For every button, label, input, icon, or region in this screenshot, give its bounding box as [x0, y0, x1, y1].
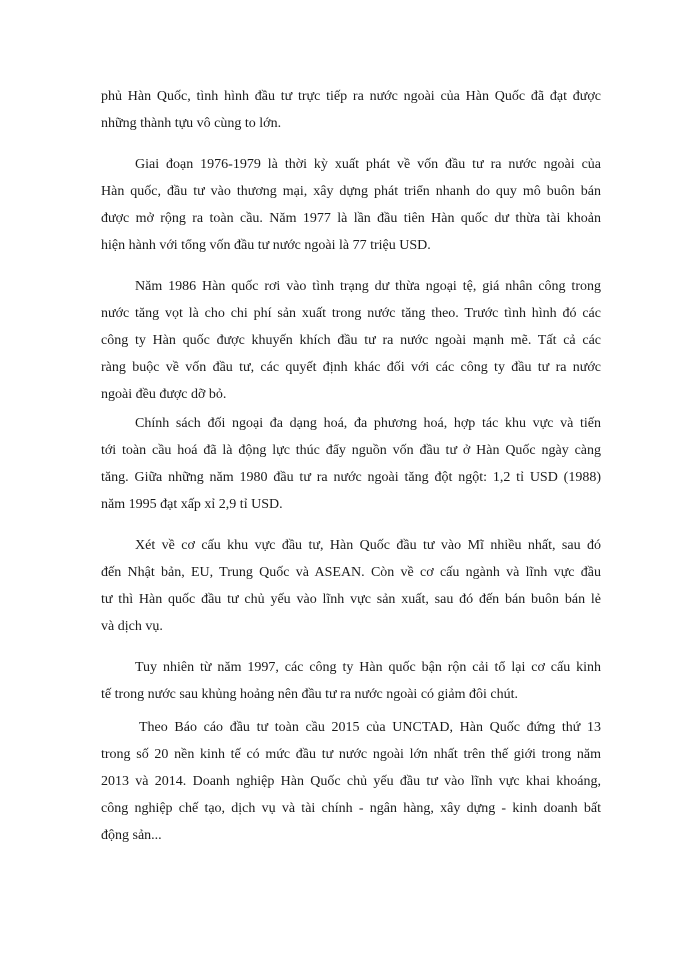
text-line: nước tăng vọt là cho chi phí sản xuất trong nước tăng theo. Trước tình hình đó các: [101, 306, 601, 321]
text-line: đến Nhật bản, EU, Trung Quốc và ASEAN. Còn về cơ cấu ngành và lĩnh vực đầu: [101, 565, 601, 580]
text-line: những thành tựu vô cùng to lớn.: [101, 116, 282, 131]
text-line: 2013 và 2014. Doanh nghiệp Hàn Quốc chủ yếu đầu tư vào lĩnh vực khai khoáng,: [101, 774, 601, 789]
text-line: Năm 1986 Hàn quốc rơi vào tình trạng dư thừa ngoại tệ, giá nhân công trong: [135, 279, 601, 294]
text-line: tăng. Giữa những năm 1980 đầu tư ra nước ngoài tăng đột ngột: 1,2 tỉ USD (1988): [101, 470, 601, 485]
text-line: tới toàn cầu hoá đã là động lực thúc đẩy nguồn vốn đầu tư ở Hàn Quốc ngày càng: [101, 443, 601, 458]
text-line: Xét về cơ cấu khu vực đầu tư, Hàn Quốc đầu tư vào Mĩ nhiều nhất, sau đó: [135, 538, 601, 553]
paragraph-unctad-2015: [101, 714, 601, 849]
text-line: Hàn quốc, đầu tư vào thương mại, xây dựng phát triển nhanh do quy mô buôn bán: [101, 184, 601, 199]
paragraph-1986: [101, 273, 601, 408]
text-line: năm 1995 đạt xấp xỉ 2,9 tỉ USD.: [101, 497, 283, 512]
text-line: công ty Hàn quốc được khuyến khích đầu tư ra nước ngoài mạnh mẽ. Tất cả các: [101, 333, 601, 348]
paragraph-investment-structure: [101, 532, 601, 640]
text-line: ràng buộc về vốn đầu tư, các quyết định khác đối với các công ty đầu tư ra nước: [101, 360, 601, 375]
paragraph-foreign-policy: [101, 410, 601, 518]
paragraph-1997: [101, 654, 601, 708]
text-line: hiện hành với tổng vốn đầu tư nước ngoài là 77 triệu USD.: [101, 238, 431, 253]
paragraph-intro: [101, 83, 601, 137]
text-line: tư thì Hàn quốc đầu tư chủ yếu vào lĩnh vực sản xuất, sau đó đến bán buôn bán lẻ: [101, 592, 601, 607]
text-line: động sản...: [101, 828, 162, 843]
text-line: được mở rộng ra toàn cầu. Năm 1977 là lần đầu tiên Hàn quốc dư thừa tài khoản: [101, 211, 601, 226]
text-line: trong số 20 nền kinh tế có mức đầu tư nước ngoài lớn nhất trên thế giới trong năm: [101, 747, 601, 762]
text-line: Theo Báo cáo đầu tư toàn cầu 2015 của UNCTAD, Hàn Quốc đứng thứ 13: [139, 720, 601, 735]
text-line: Giai đoạn 1976-1979 là thời kỳ xuất phát về vốn đầu tư ra nước ngoài của: [135, 157, 601, 172]
text-line: Tuy nhiên từ năm 1997, các công ty Hàn quốc bận rộn cải tổ lại cơ cấu kinh: [135, 660, 601, 675]
text-line: Chính sách đối ngoại đa dạng hoá, đa phương hoá, hợp tác khu vực và tiến: [135, 416, 601, 431]
text-line: ngoài đều được dỡ bỏ.: [101, 387, 227, 402]
paragraph-1976-1979: [101, 151, 601, 259]
text-line: và dịch vụ.: [101, 619, 163, 634]
text-line: công nghiệp chế tạo, dịch vụ và tài chính - ngân hàng, xây dựng - kinh doanh bất: [101, 801, 601, 816]
text-line: phủ Hàn Quốc, tình hình đầu tư trực tiếp ra nước ngoài của Hàn Quốc đã đạt được: [101, 89, 601, 104]
text-line: tế trong nước sau khủng hoảng nên đầu tư ra nước ngoài có giảm đôi chút.: [101, 687, 519, 702]
